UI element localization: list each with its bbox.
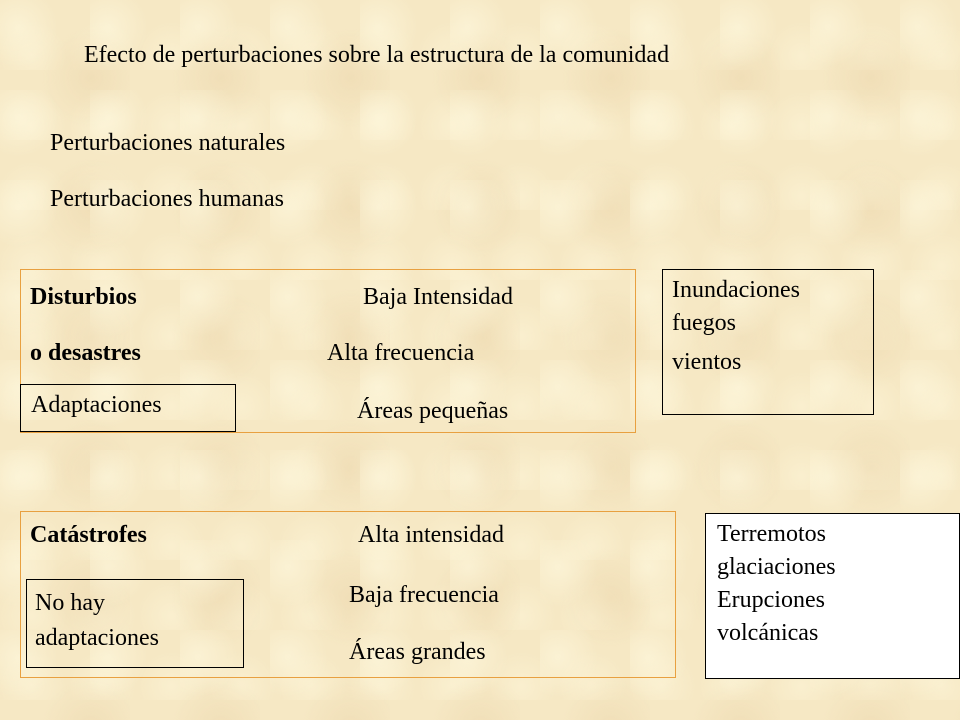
perturbation-natural: Perturbaciones naturales: [50, 130, 286, 156]
disturbios-label: Disturbios: [30, 284, 137, 310]
example-item: Erupciones: [717, 587, 825, 613]
disturbios-examples-box: [662, 269, 874, 415]
catastrofes-intensity: Alta intensidad: [358, 522, 504, 548]
catastrofes-label: Catástrofes: [30, 522, 147, 548]
disturbios-area: Áreas pequeñas: [357, 398, 509, 424]
page-title: Efecto de perturbaciones sobre la estructura de la comunidad: [84, 42, 670, 68]
catastrofes-examples-box: [705, 513, 960, 679]
disturbios-label-line2: o desastres: [30, 340, 141, 366]
disturbios-frequency: Alta frecuencia: [327, 340, 475, 366]
catastrofes-frequency: Baja frecuencia: [349, 582, 499, 608]
no-adaptations-line2: adaptaciones: [35, 625, 159, 651]
example-item: glaciaciones: [717, 554, 836, 580]
example-item: Terremotos: [717, 521, 826, 547]
adaptations-label: Adaptaciones: [31, 392, 162, 418]
adaptations-box: [20, 384, 236, 432]
no-adaptations-box: [26, 579, 244, 668]
example-item: volcánicas: [717, 620, 819, 646]
example-item: fuegos: [672, 310, 736, 336]
example-item: Inundaciones: [672, 277, 800, 303]
example-item: vientos: [672, 349, 742, 375]
catastrofes-area: Áreas grandes: [349, 639, 486, 665]
no-adaptations-line1: No hay: [35, 590, 105, 616]
perturbation-human: Perturbaciones humanas: [50, 186, 284, 212]
disturbios-intensity: Baja Intensidad: [363, 284, 513, 310]
